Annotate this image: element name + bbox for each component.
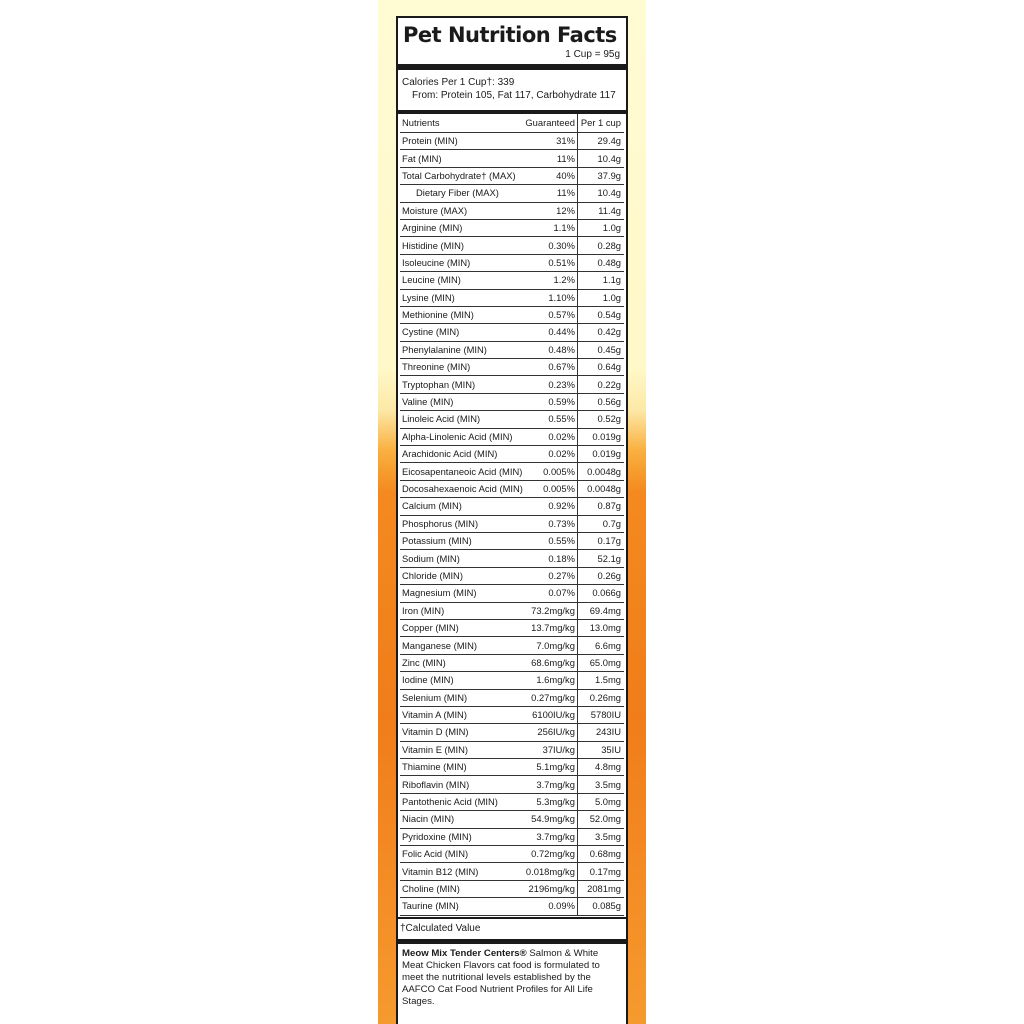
per-cup-value: 0.52g [577, 411, 624, 428]
guaranteed-value: 0.23% [523, 376, 578, 393]
nutrient-name: Protein (MIN) [400, 133, 523, 150]
per-cup-value: 0.26mg [577, 689, 624, 706]
guaranteed-value: 68.6mg/kg [523, 654, 578, 671]
guaranteed-value: 1.1% [523, 219, 578, 236]
per-cup-value: 0.085g [577, 898, 624, 915]
footnote: †Calculated Value [398, 917, 626, 937]
nutrient-name: Vitamin E (MIN) [400, 741, 523, 758]
guaranteed-value: 3.7mg/kg [523, 828, 578, 845]
per-cup-value: 5780IU [577, 706, 624, 723]
table-row [400, 602, 624, 619]
per-cup-value: 0.48g [577, 254, 624, 271]
guaranteed-value: 11% [523, 150, 578, 167]
guaranteed-value: 1.6mg/kg [523, 672, 578, 689]
panel-title: Pet Nutrition Facts [403, 23, 617, 47]
table-row [400, 480, 624, 497]
guaranteed-value: 0.44% [523, 324, 578, 341]
table-row [400, 759, 624, 776]
table-row [400, 880, 624, 897]
per-cup-value: 29.4g [577, 133, 624, 150]
per-cup-value: 37.9g [577, 167, 624, 184]
table-row [400, 306, 624, 323]
guaranteed-value: 73.2mg/kg [523, 602, 578, 619]
header-nutrients: Nutrients [400, 114, 523, 133]
per-cup-value: 52.1g [577, 550, 624, 567]
product-description [398, 944, 626, 1008]
table-row [400, 863, 624, 880]
per-cup-value: 6.6mg [577, 637, 624, 654]
calories-block [398, 70, 626, 114]
guaranteed-value: 1.10% [523, 289, 578, 306]
guaranteed-value: 2196mg/kg [523, 880, 578, 897]
guaranteed-value: 0.005% [523, 463, 578, 480]
nutrient-name: Arachidonic Acid (MIN) [400, 446, 523, 463]
table-row [400, 324, 624, 341]
per-cup-value: 52.0mg [577, 811, 624, 828]
table-row [400, 428, 624, 445]
per-cup-value: 0.019g [577, 428, 624, 445]
per-cup-value: 69.4mg [577, 602, 624, 619]
guaranteed-value: 0.30% [523, 237, 578, 254]
guaranteed-value: 3.7mg/kg [523, 776, 578, 793]
nutrient-name: Calcium (MIN) [400, 498, 523, 515]
nutrient-name: Threonine (MIN) [400, 359, 523, 376]
per-cup-value: 0.54g [577, 306, 624, 323]
nutrient-name: Alpha-Linolenic Acid (MIN) [400, 428, 523, 445]
table-row [400, 219, 624, 236]
nutrient-name: Iodine (MIN) [400, 672, 523, 689]
guaranteed-value: 0.55% [523, 411, 578, 428]
nutrient-name: Manganese (MIN) [400, 637, 523, 654]
nutrient-name: Arginine (MIN) [400, 219, 523, 236]
nutrient-name: Chloride (MIN) [400, 567, 523, 584]
guaranteed-value: 256IU/kg [523, 724, 578, 741]
per-cup-value: 3.5mg [577, 828, 624, 845]
table-row [400, 515, 624, 532]
calories-from-line: From: Protein 105, Fat 117, Carbohydrate 117 [412, 90, 616, 101]
per-cup-value: 0.64g [577, 359, 624, 376]
table-row [400, 411, 624, 428]
guaranteed-value: 0.72mg/kg [523, 846, 578, 863]
nutrient-name: Copper (MIN) [400, 619, 523, 636]
guaranteed-value: 0.018mg/kg [523, 863, 578, 880]
table-row [400, 706, 624, 723]
table-row [400, 567, 624, 584]
brand-name: Meow Mix Tender Centers® [402, 947, 527, 959]
table-row [400, 811, 624, 828]
guaranteed-value: 0.59% [523, 393, 578, 410]
table-row [400, 898, 624, 915]
nutrient-name: Thiamine (MIN) [400, 759, 523, 776]
nutrient-name: Zinc (MIN) [400, 654, 523, 671]
per-cup-value: 0.17mg [577, 863, 624, 880]
nutrient-name: Fat (MIN) [400, 150, 523, 167]
nutrient-name: Lysine (MIN) [400, 289, 523, 306]
table-row [400, 446, 624, 463]
guaranteed-value: 0.18% [523, 550, 578, 567]
guaranteed-value: 0.67% [523, 359, 578, 376]
per-cup-value: 2081mg [577, 880, 624, 897]
nutrient-name: Folic Acid (MIN) [400, 846, 523, 863]
nutrient-name: Histidine (MIN) [400, 237, 523, 254]
table-row [400, 393, 624, 410]
per-cup-value: 0.22g [577, 376, 624, 393]
per-cup-value: 13.0mg [577, 619, 624, 636]
guaranteed-value: 5.1mg/kg [523, 759, 578, 776]
nutrient-name: Methionine (MIN) [400, 306, 523, 323]
guaranteed-value: 40% [523, 167, 578, 184]
table-row [400, 741, 624, 758]
guaranteed-value: 31% [523, 133, 578, 150]
per-cup-value: 3.5mg [577, 776, 624, 793]
description-text: Salmon & White Meat Chicken Flavors cat food is formulated to meet the nutritional levels established by the AAFCO Cat Food Nutrient Profiles for All Life Stages. [402, 947, 600, 1007]
nutrient-name: Niacin (MIN) [400, 811, 523, 828]
table-row [400, 585, 624, 602]
guaranteed-value: 54.9mg/kg [523, 811, 578, 828]
table-row [400, 828, 624, 845]
per-cup-value: 0.26g [577, 567, 624, 584]
per-cup-value: 1.0g [577, 289, 624, 306]
per-cup-value: 0.87g [577, 498, 624, 515]
table-row [400, 185, 624, 202]
table-row [400, 376, 624, 393]
per-cup-value: 0.7g [577, 515, 624, 532]
guaranteed-value: 0.09% [523, 898, 578, 915]
nutrient-name: Sodium (MIN) [400, 550, 523, 567]
table-row [400, 776, 624, 793]
nutrient-name: Pyridoxine (MIN) [400, 828, 523, 845]
table-row [400, 202, 624, 219]
nutrient-name: Docosahexaenoic Acid (MIN) [400, 480, 523, 497]
nutrient-name: Isoleucine (MIN) [400, 254, 523, 271]
per-cup-value: 0.56g [577, 393, 624, 410]
guaranteed-value: 11% [523, 185, 578, 202]
calories-line: Calories Per 1 Cup†: 339 [402, 77, 515, 88]
nutrient-name: Dietary Fiber (MAX) [400, 185, 523, 202]
per-cup-value: 65.0mg [577, 654, 624, 671]
header-per-cup: Per 1 cup [577, 114, 624, 133]
header-guaranteed: Guaranteed [523, 114, 578, 133]
table-row [400, 637, 624, 654]
guaranteed-value: 0.92% [523, 498, 578, 515]
nutrient-name: Cystine (MIN) [400, 324, 523, 341]
table-row [400, 289, 624, 306]
guaranteed-value: 13.7mg/kg [523, 619, 578, 636]
table-row [400, 272, 624, 289]
per-cup-value: 11.4g [577, 202, 624, 219]
nutrient-table [400, 114, 624, 916]
guaranteed-value: 7.0mg/kg [523, 637, 578, 654]
table-row [400, 498, 624, 515]
guaranteed-value: 0.51% [523, 254, 578, 271]
table-row [400, 846, 624, 863]
nutrient-name: Pantothenic Acid (MIN) [400, 793, 523, 810]
guaranteed-value: 0.57% [523, 306, 578, 323]
table-header-row [400, 114, 624, 133]
table-row [400, 237, 624, 254]
nutrient-name: Vitamin D (MIN) [400, 724, 523, 741]
nutrient-name: Valine (MIN) [400, 393, 523, 410]
nutrient-name: Total Carbohydrate† (MAX) [400, 167, 523, 184]
guaranteed-value: 0.55% [523, 532, 578, 549]
guaranteed-value: 12% [523, 202, 578, 219]
nutrient-name: Linoleic Acid (MIN) [400, 411, 523, 428]
per-cup-value: 0.066g [577, 585, 624, 602]
guaranteed-value: 0.005% [523, 480, 578, 497]
per-cup-value: 0.0048g [577, 480, 624, 497]
nutrient-name: Magnesium (MIN) [400, 585, 523, 602]
guaranteed-value: 0.02% [523, 428, 578, 445]
table-row [400, 359, 624, 376]
guaranteed-value: 37IU/kg [523, 741, 578, 758]
nutrient-name: Potassium (MIN) [400, 532, 523, 549]
table-row [400, 532, 624, 549]
per-cup-value: 1.5mg [577, 672, 624, 689]
guaranteed-value: 0.73% [523, 515, 578, 532]
nutrient-name: Leucine (MIN) [400, 272, 523, 289]
nutrient-name: Tryptophan (MIN) [400, 376, 523, 393]
nutrient-name: Moisture (MAX) [400, 202, 523, 219]
nutrient-name: Vitamin B12 (MIN) [400, 863, 523, 880]
table-row [400, 793, 624, 810]
per-cup-value: 0.42g [577, 324, 624, 341]
nutrient-name: Taurine (MIN) [400, 898, 523, 915]
per-cup-value: 0.45g [577, 341, 624, 358]
per-cup-value: 10.4g [577, 185, 624, 202]
per-cup-value: 243IU [577, 724, 624, 741]
guaranteed-value: 0.02% [523, 446, 578, 463]
per-cup-value: 0.68mg [577, 846, 624, 863]
per-cup-value: 0.019g [577, 446, 624, 463]
nutrient-name: Eicosapentaneoic Acid (MIN) [400, 463, 523, 480]
nutrient-name: Riboflavin (MIN) [400, 776, 523, 793]
table-row [400, 550, 624, 567]
guaranteed-value: 0.07% [523, 585, 578, 602]
per-cup-value: 4.8mg [577, 759, 624, 776]
serving-size: 1 Cup = 95g [398, 48, 626, 70]
per-cup-value: 0.28g [577, 237, 624, 254]
per-cup-value: 0.17g [577, 532, 624, 549]
nutrient-name: Selenium (MIN) [400, 689, 523, 706]
table-row [400, 619, 624, 636]
guaranteed-value: 0.27mg/kg [523, 689, 578, 706]
per-cup-value: 0.0048g [577, 463, 624, 480]
guaranteed-value: 0.48% [523, 341, 578, 358]
table-row [400, 672, 624, 689]
per-cup-value: 35IU [577, 741, 624, 758]
table-row [400, 654, 624, 671]
nutrient-name: Choline (MIN) [400, 880, 523, 897]
nutrient-name: Phosphorus (MIN) [400, 515, 523, 532]
guaranteed-value: 0.27% [523, 567, 578, 584]
table-row [400, 254, 624, 271]
per-cup-value: 1.0g [577, 219, 624, 236]
table-row [400, 167, 624, 184]
nutrient-name: Phenylalanine (MIN) [400, 341, 523, 358]
table-row [400, 133, 624, 150]
nutrient-name: Vitamin A (MIN) [400, 706, 523, 723]
guaranteed-value: 6100IU/kg [523, 706, 578, 723]
per-cup-value: 5.0mg [577, 793, 624, 810]
per-cup-value: 10.4g [577, 150, 624, 167]
table-row [400, 724, 624, 741]
table-row [400, 463, 624, 480]
nutrient-name: Iron (MIN) [400, 602, 523, 619]
guaranteed-value: 1.2% [523, 272, 578, 289]
table-row [400, 341, 624, 358]
table-row [400, 689, 624, 706]
guaranteed-value: 5.3mg/kg [523, 793, 578, 810]
nutrition-facts-panel [396, 16, 628, 1024]
table-row [400, 150, 624, 167]
per-cup-value: 1.1g [577, 272, 624, 289]
